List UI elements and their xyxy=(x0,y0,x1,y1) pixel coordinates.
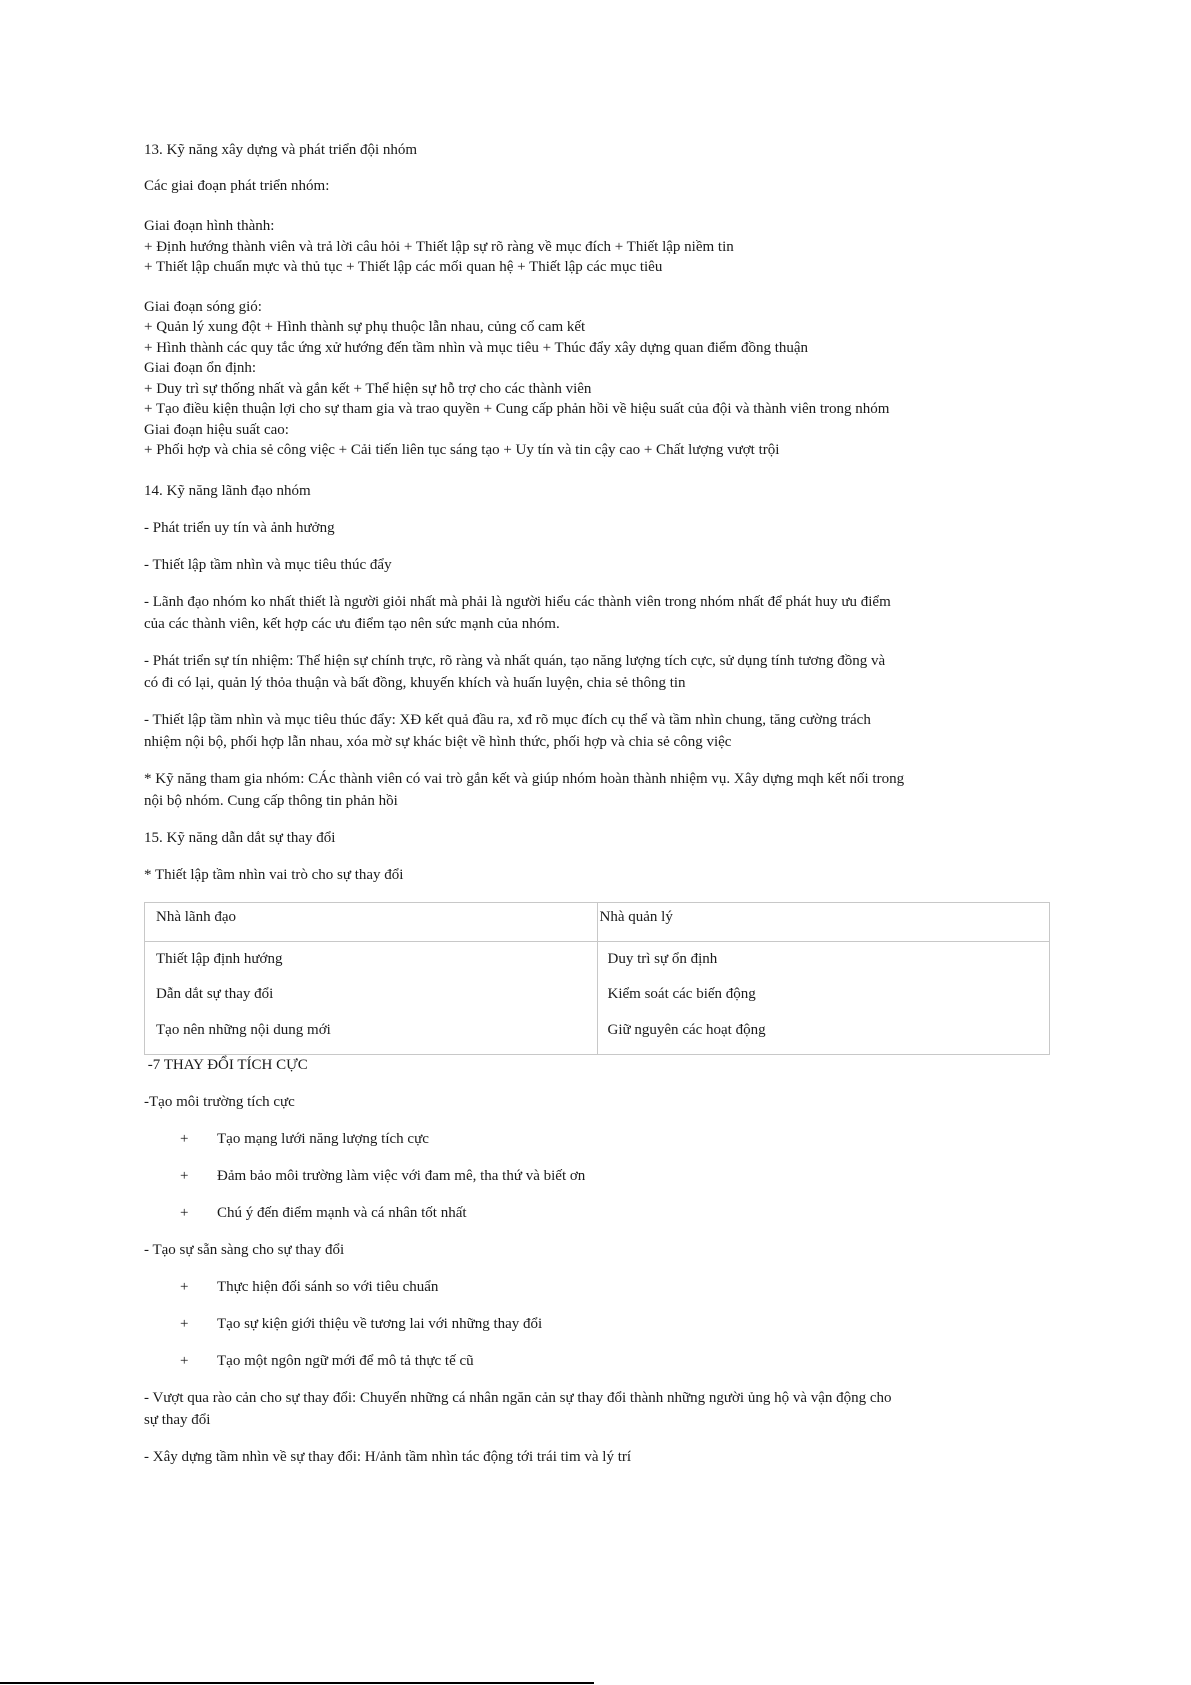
table-cell: Tạo nên những nội dung mới xyxy=(156,1021,331,1038)
positive-environment-list xyxy=(144,1128,1064,1224)
overcome-barriers-line-1: - Vượt qua rào cản cho sự thay đổi: Chuyển những cá nhân ngăn cản sự thay đổi thành những người ủng hộ và vận động cho xyxy=(144,1389,892,1406)
vision-role-subheading: * Thiết lập tầm nhìn vai trò cho sự thay đổi xyxy=(144,866,404,883)
readiness-list xyxy=(144,1276,1064,1372)
norming-title: Giai đoạn ổn định: xyxy=(144,360,257,376)
list-item: + Thực hiện đối sánh so với tiêu chuẩn xyxy=(180,1278,439,1295)
performing-title: Giai đoạn hiệu suất cao: xyxy=(144,421,289,438)
list-item: + Tạo sự kiện giới thiệu về tương lai với những thay đổi xyxy=(180,1315,543,1332)
section-15-heading: 15. Kỹ năng dẫn dắt sự thay đổi xyxy=(144,829,336,846)
list-item: + Tạo một ngôn ngữ mới để mô tả thực tế cũ xyxy=(180,1352,474,1369)
section-13-heading: 13. Kỹ năng xây dựng và phát triển đội nhóm xyxy=(144,142,418,158)
list-item: + Tạo mạng lưới năng lượng tích cực xyxy=(180,1130,429,1147)
overcome-barriers xyxy=(144,1387,1064,1431)
document-page xyxy=(144,140,1064,1468)
leadership-point-2: - Thiết lập tầm nhìn và mục tiêu thúc đẩy xyxy=(144,556,392,573)
table-header-leader: Nhà lãnh đạo xyxy=(145,902,598,941)
leadership-point-3 xyxy=(144,591,1064,635)
team-participation-line-2: nội bộ nhóm. Cung cấp thông tin phản hồi xyxy=(144,792,398,809)
table-cell: Kiểm soát các biến động xyxy=(607,985,756,1002)
forming-line-1: + Định hướng thành viên và trả lời câu hỏi + Thiết lập sự rõ ràng về mục đích + Thiết lập niềm tin xyxy=(144,238,734,255)
table-cell: Thiết lập định hướng xyxy=(156,950,283,967)
positive-environment-title: -Tạo môi trường tích cực xyxy=(144,1093,295,1110)
table-cell: Duy trì sự ổn định xyxy=(607,950,718,967)
leadership-point-5-line-2: nhiệm nội bộ, phối hợp lẫn nhau, xóa mờ sự khác biệt về hình thức, phối hợp và chia sẻ công việc xyxy=(144,733,732,750)
table-cell: Dẫn dắt sự thay đổi xyxy=(156,985,274,1002)
performing-line-1: + Phối hợp và chia sẻ công việc + Cải tiến liên tục sáng tạo + Uy tín và tin cậy cao + Chất lượng vượt trội xyxy=(144,442,780,458)
leadership-point-5-line-1: - Thiết lập tầm nhìn và mục tiêu thúc đẩy: XĐ kết quả đầu ra, xđ rõ mục đích cụ thể và tầm nhìn chung, tăng cường trách xyxy=(144,711,871,728)
team-participation-skill xyxy=(144,768,1064,812)
forming-title: Giai đoạn hình thành: xyxy=(144,218,275,234)
manager-items-cell xyxy=(597,941,1050,1054)
norming-line-1: + Duy trì sự thống nhất và gắn kết + Thể hiện sự hỗ trợ cho các thành viên xyxy=(144,380,592,397)
forming-line-2: + Thiết lập chuẩn mực và thủ tục + Thiết lập các mối quan hệ + Thiết lập các mục tiêu xyxy=(144,259,663,275)
change-vision: - Xây dựng tầm nhìn về sự thay đổi: H/ảnh tầm nhìn tác động tới trái tim và lý trí xyxy=(144,1448,632,1465)
storming-title: Giai đoạn sóng gió: xyxy=(144,298,262,315)
leadership-point-5 xyxy=(144,709,1064,753)
leadership-point-4 xyxy=(144,650,1064,694)
storming-line-1: + Quản lý xung đột + Hình thành sự phụ thuộc lẫn nhau, củng cố cam kết xyxy=(144,319,586,335)
seven-positive-changes: -7 THAY ĐỔI TÍCH CỰC xyxy=(144,1056,308,1073)
table-header-row xyxy=(145,902,1050,941)
table-cell: Giữ nguyên các hoạt động xyxy=(607,1021,766,1038)
leadership-point-1: - Phát triển uy tín và ảnh hưởng xyxy=(144,519,335,536)
list-item: + Chú ý đến điểm mạnh và cá nhân tốt nhất xyxy=(180,1204,467,1221)
leader-items-cell xyxy=(145,941,598,1054)
leadership-point-4-line-1: - Phát triển sự tín nhiệm: Thể hiện sự chính trực, rõ ràng và nhất quán, tạo năng lượng tích cực, sử dụng tính tương đồng và xyxy=(144,652,886,669)
stages-intro: Các giai đoạn phát triển nhóm: xyxy=(144,178,330,194)
storming-line-2: + Hình thành các quy tắc ứng xử hướng đến tầm nhìn và mục tiêu + Thúc đẩy xây dựng quan điểm đồng thuận xyxy=(144,339,809,356)
leadership-point-3-line-2: của các thành viên, kết hợp các ưu điểm tạo nên sức mạnh của nhóm. xyxy=(144,615,560,632)
list-item: + Đảm bảo môi trường làm việc với đam mê, tha thứ và biết ơn xyxy=(180,1167,586,1184)
table-body-row xyxy=(145,941,1050,1054)
page-bottom-rule xyxy=(0,1682,594,1684)
section-14-heading: 14. Kỹ năng lãnh đạo nhóm xyxy=(144,482,311,499)
leadership-point-3-line-1: - Lãnh đạo nhóm ko nhất thiết là người giỏi nhất mà phải là người hiểu các thành viên trong nhóm nhất để phát huy ưu điểm xyxy=(144,593,891,610)
readiness-title: - Tạo sự sẵn sàng cho sự thay đổi xyxy=(144,1241,345,1258)
leadership-point-4-line-2: có đi có lại, quản lý thỏa thuận và bất đồng, khuyến khích và huấn luyện, chia sẻ thông tin xyxy=(144,674,686,691)
overcome-barriers-line-2: sự thay đổi xyxy=(144,1411,211,1428)
table-header-manager: Nhà quản lý xyxy=(597,902,1050,941)
norming-line-2: + Tạo điều kiện thuận lợi cho sự tham gia và trao quyền + Cung cấp phản hồi về hiệu suất của đội và thành viên trong nhóm xyxy=(144,401,890,417)
leader-vs-manager-table xyxy=(144,902,1050,1055)
team-participation-line-1: * Kỹ năng tham gia nhóm: CÁc thành viên có vai trò gắn kết và giúp nhóm hoàn thành nhiệm vụ. Xây dựng mqh kết nối trong xyxy=(144,770,905,787)
